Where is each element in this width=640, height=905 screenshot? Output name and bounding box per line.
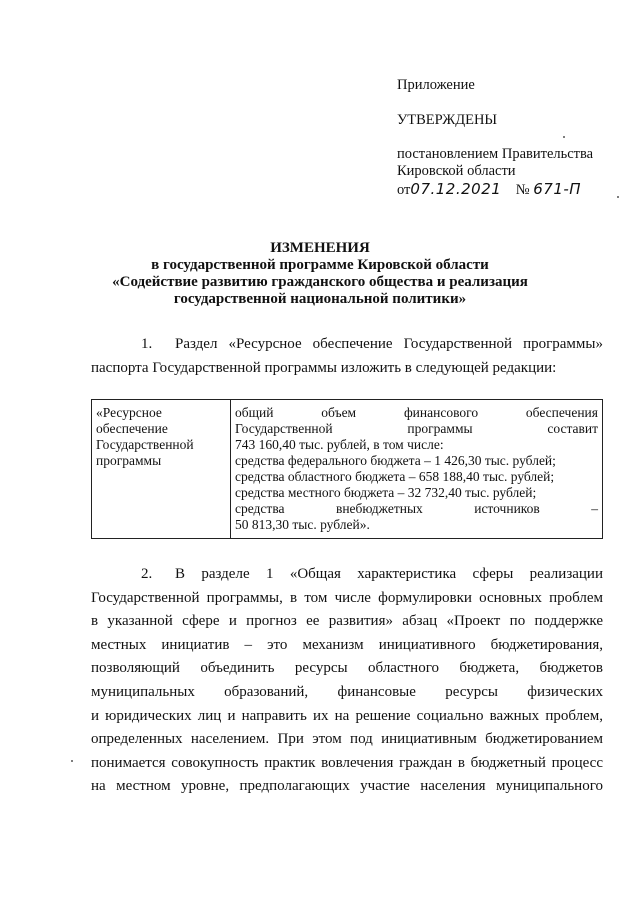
paragraph-2-line: и юридических лиц и направить их на решение социально важных проблем, [91, 707, 603, 724]
doc-subtitle-2: «Содействие развитию гражданского общества и реализация [112, 274, 528, 290]
resource-table-label-cell [92, 400, 231, 539]
table-right-line: средства внебюджетных источников – [235, 501, 598, 516]
paragraph-1-number: 1. [141, 336, 153, 352]
date-prefix: от [397, 182, 411, 198]
resource-table-value-cell [231, 400, 603, 539]
table-right-line: общий объем финансового обеспечения [235, 405, 598, 420]
decree-line-1: постановлением Правительства [397, 146, 594, 162]
table-right-line: 743 160,40 тыс. рублей, в том числе: [235, 437, 444, 452]
table-left-line: «Ресурсное [96, 405, 162, 420]
scan-speck [71, 760, 73, 762]
paragraph-2-line: позволяющий объединить ресурсы областного бюджета, бюджетов [91, 660, 603, 677]
doc-title: ИЗМЕНЕНИЯ [270, 240, 370, 256]
paragraph-1 [91, 333, 603, 380]
table-left-line: программы [96, 453, 162, 468]
decree-line-2: Кировской области [397, 163, 516, 179]
table-right-line: средства областного бюджета – 658 188,40 тыс. рублей; [235, 469, 555, 484]
paragraph-2-line: В разделе 1 «Общая характеристика сферы реализации [175, 566, 603, 582]
paragraph-1-line-1: Раздел «Ресурсное обеспечение Государственной программы» [175, 336, 603, 352]
paragraph-2-line: понимается совокупность практик вовлечения граждан в бюджетный процесс [91, 754, 603, 771]
appendix-label: Приложение [397, 77, 475, 93]
table-right-line: средства федерального бюджета – 1 426,30 тыс. рублей; [235, 453, 556, 468]
paragraph-2-line: в указанной сфере и прогноз ее развития» абзац «Проект по поддержке [91, 613, 603, 630]
resource-table [91, 399, 603, 539]
paragraph-2-line: местных инициатив – это механизм инициативного бюджетирования, [91, 636, 603, 653]
paragraph-2-line: муниципальных образований, финансовые ресурсы физических [91, 683, 603, 700]
doc-subtitle-1: в государственной программе Кировской области [151, 257, 489, 273]
paragraph-2-number: 2. [141, 566, 153, 582]
table-left-line: Государственной [96, 437, 194, 452]
scan-speck [617, 196, 619, 198]
table-right-line: Государственной программы составит [235, 421, 598, 436]
paragraph-1-line-2: паспорта Государственной программы изложить в следующей редакции: [91, 359, 557, 376]
table-left-line: обеспечение [96, 421, 168, 436]
decree-date-number [397, 180, 581, 199]
paragraph-2-line: определенных населением. При этом под инициативным бюджетированием [91, 731, 603, 748]
paragraph-2 [91, 563, 603, 799]
handwritten-date: 07.12.2021 [410, 180, 502, 198]
handwritten-number: 671-П [533, 180, 582, 198]
table-right-line: 50 813,30 тыс. рублей». [235, 517, 370, 532]
table-right-line: средства местного бюджета – 32 732,40 тыс. рублей; [235, 485, 537, 500]
paragraph-2-line: на местном уровне, предполагающих участие населения муниципального [91, 778, 603, 795]
scan-speck [563, 136, 565, 138]
number-prefix: № [515, 182, 530, 198]
approved-label: УТВЕРЖДЕНЫ [397, 112, 498, 128]
paragraph-2-line: Государственной программы, в том числе формулировки основных проблем [91, 589, 603, 606]
doc-subtitle-3: государственной национальной политики» [173, 291, 467, 307]
